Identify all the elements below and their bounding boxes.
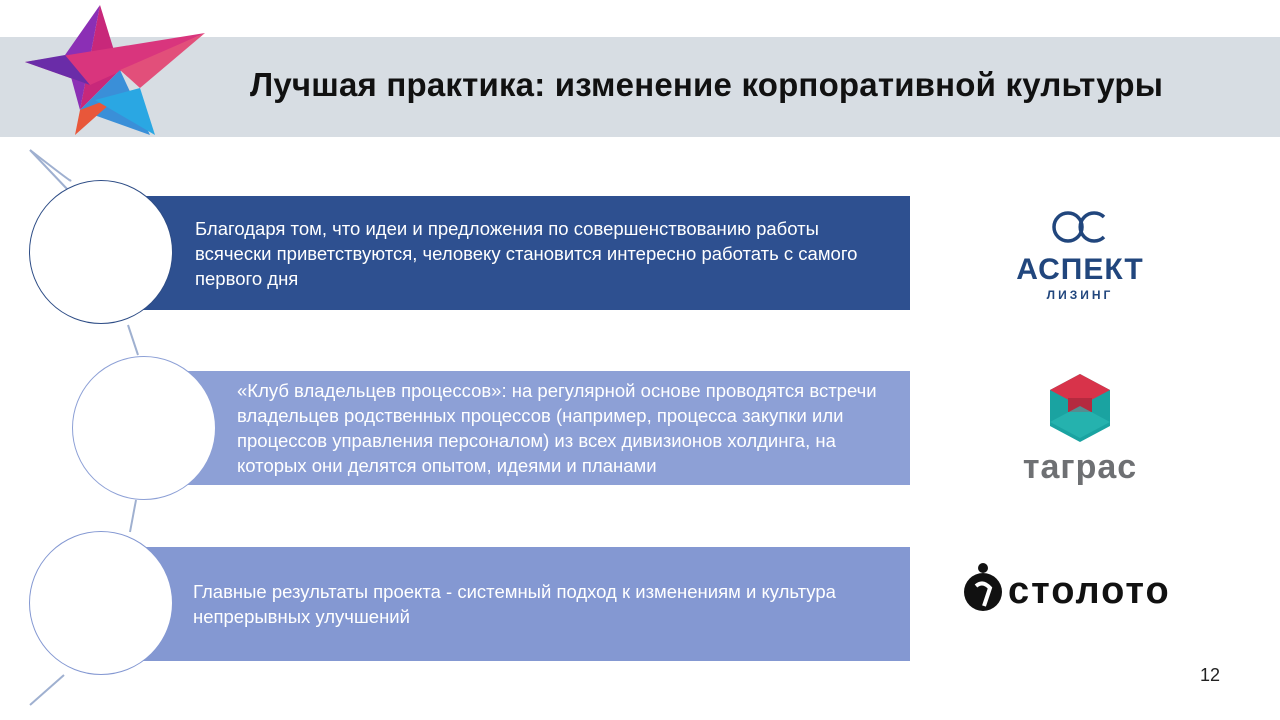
aspekt-leasing-logo (1010, 205, 1150, 305)
stoloto-emblem-icon (962, 562, 1004, 616)
page-number: 12 (1200, 665, 1221, 685)
practice-item-2 (182, 371, 910, 485)
stoloto-name: столото (1008, 570, 1171, 612)
practice-item-1-text: Благодаря том, что идеи и предложения по совершенствованию работы всячески приветствуются, человеку становится интересно работать с самого первого дня (195, 217, 858, 289)
aspekt-emblem-icon (1010, 205, 1150, 250)
aspekt-name: АСПЕКТ (1016, 253, 1144, 286)
practice-item-3-text: Главные результаты проекта - системный подход к изменениям и культура непрерывных улучшений (193, 581, 836, 627)
practice-item-1 (140, 196, 910, 310)
practice-item-2-text: «Клуб владельцев процессов»: на регулярной основе проводятся встречи владельцев родственных процессов (например, процесса закупки или процессов управления персоналом) из всех дивизионов холдинга, на которых они делятся опытом, идеями и планами (237, 380, 877, 476)
circle-marker-3 (29, 531, 173, 675)
practice-item-3 (140, 547, 910, 661)
page-title: Лучшая практика: изменение корпоративной культуры (250, 66, 1164, 103)
circle-marker-2 (72, 356, 216, 500)
circle-marker-1 (29, 180, 173, 324)
tagras-name: таграс (1022, 448, 1138, 486)
tagras-emblem-icon (1048, 372, 1112, 444)
aspekt-subtitle: ЛИЗИНГ (1046, 288, 1114, 302)
star-logo-icon (20, 0, 220, 140)
stoloto-logo (960, 560, 1220, 620)
tagras-logo (1010, 370, 1160, 490)
